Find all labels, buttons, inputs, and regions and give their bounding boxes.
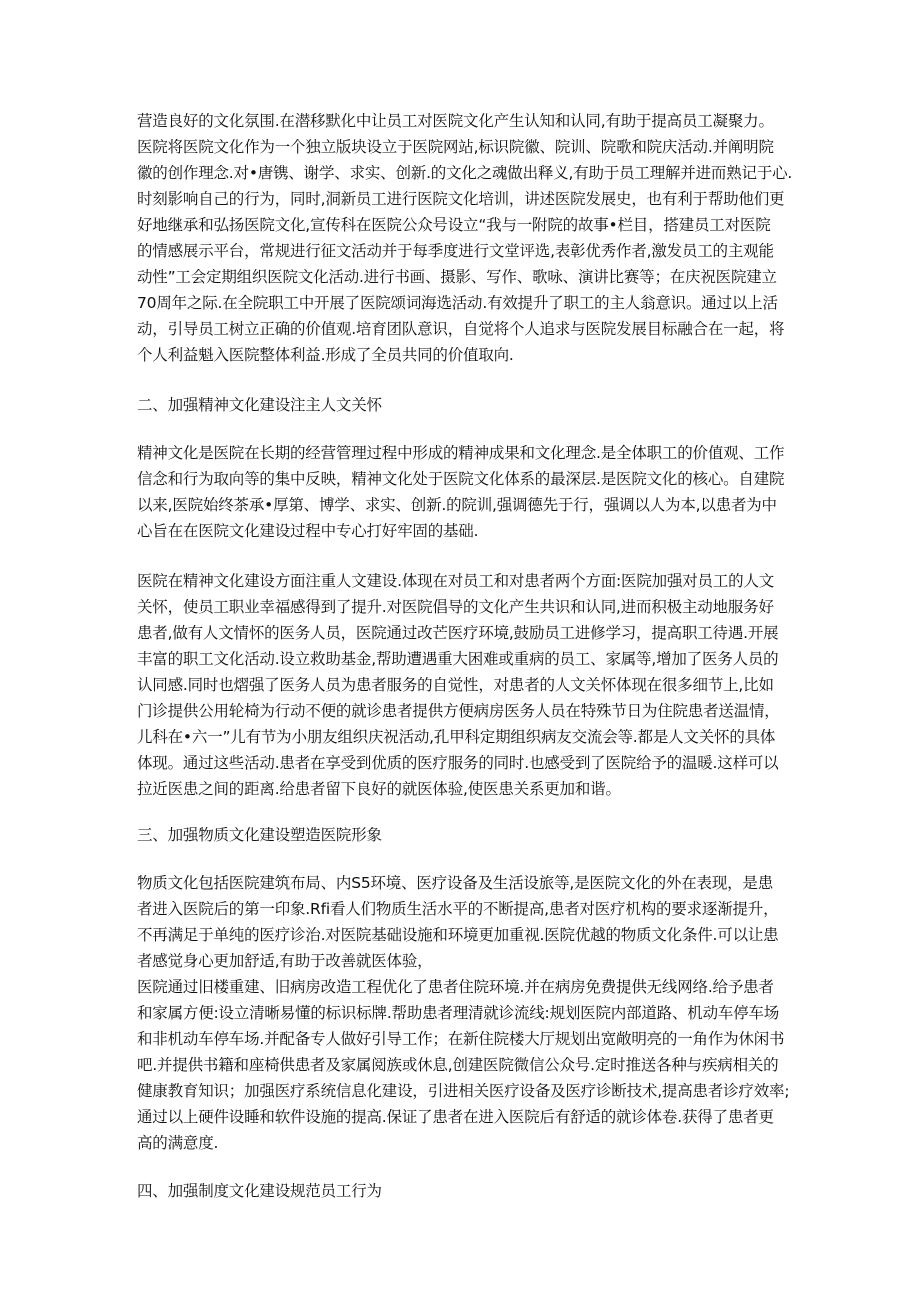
section-heading-3: 三、加强物质文化建设塑造医院形象 [137, 826, 382, 844]
paragraph-2-line-3: 以来,医院始终茶承•厚第、博学、求实、创新.的院训,强调德先于行，强调以人为本,以患者为中 [137, 496, 777, 514]
paragraph-4-line-11: 高的满意度. [137, 1134, 219, 1152]
paragraph-1-line-9: 动，引导员工树立正确的价值观.培育团队意识，自觉将个人追求与医院发展目标融合在一起，将 [137, 320, 785, 338]
paragraph-4-line-9: 健康教育知识；加强医疗系统信息化建设，引进相关医疗设备及医疗诊断技术,提高患者诊疗效率; [137, 1082, 790, 1100]
paragraph-3-line-2: 关怀，使员工职业幸福感得到了提升.对医院倡导的文化产生共识和认同,进而积极主动地服务好 [137, 598, 774, 616]
paragraph-1-line-10: 个人利益魁入医院整体利益.形成了全员共同的价值取向. [137, 346, 514, 364]
paragraph-3-line-5: 认同感.同时也熠强了医务人员为患者服务的自觉性，对患者的人文关怀体现在很多细节上,比如 [137, 676, 774, 694]
paragraph-2-line-1: 精神文化是医院在长期的经营管理过程中形成的精神成果和文化理念.是全体职工的价值观、工作 [137, 444, 785, 462]
paragraph-3-line-3: 患者,做有人文情怀的医务人员，医院通过改芒医疗环境,鼓励员工进修学习，提高职工待遇.开展 [137, 624, 779, 642]
paragraph-3-line-1: 医院在精神文化建设方面注重人文建设.体现在对员工和对患者两个方面:医院加强对员工的人文 [137, 572, 775, 590]
paragraph-1-line-2: 医院将医院文化作为一个独立版块设立于医院网站,标识院徽、院训、院歌和院庆活动.并阐明院 [137, 138, 774, 156]
paragraph-2-line-2: 信念和行为取向等的集中反映，精神文化处于医院文化体系的最深层.是医院文化的核心。自建院 [137, 470, 785, 488]
paragraph-3-line-9: 拉近医患之间的距离.给患者留下良好的就医体验,使医患关系更加和谐。 [137, 780, 621, 798]
section-heading-2: 二、加强精神文化建设注主人文关怀 [137, 396, 382, 414]
section-heading-4: 四、加强制度文化建设规范员工行为 [137, 1182, 382, 1200]
paragraph-4-line-10: 通过以上硬件设睡和软件设施的提高.保证了患者在进入医院后有舒适的就诊体卷.获得了患者更 [137, 1108, 774, 1126]
paragraph-1-line-8: 70周年之际.在全院职工中开展了医院颂词海选活动.有效提升了职工的主人翁意识。通过以上活 [137, 294, 778, 312]
paragraph-4-line-5: 医院通过旧楼重建、旧病房改造工程优化了患者住院环境.并在病房免费提供无线网络.给予患者 [137, 978, 774, 996]
paragraph-2-line-4: 心旨在在医院文化建设过程中专心打好牢固的基础. [137, 522, 479, 540]
paragraph-1-line-1: 营造良好的文化氛围.在潜移默化中让员工对医院文化产生认知和认同,有助于提高员工凝聚力。 [137, 112, 774, 130]
paragraph-4-line-6: 和家属方便:设立清晰易懂的标识标牌.帮助患者理清就诊流线:规划医院内部道路、机动车停车场 [137, 1004, 780, 1022]
paragraph-1-line-3: 徽的创作理念.对•唐镌、谢学、求实、创新.的文化之魂做出释义,有助于员工理解并进而熟记于心. [137, 164, 793, 182]
paragraph-3-line-7: 儿科在•六一”儿有节为小朋友组织庆祝活动,孔甲科定期组织病友交流会等.都是人文关怀的具体 [137, 728, 776, 746]
paragraph-4-line-1: 物质文化包括医院建筑布局、内S5环境、医疗设备及生活设旅等,是医院文化的外在表现，是患 [137, 874, 774, 892]
paragraph-1-line-4: 时刻影响自己的行为，同时,洞新员工进行医院文化培训，讲述医院发展史，也有利于帮助他们更 [137, 190, 785, 208]
paragraph-1-line-5: 好地继承和弘扬医院文化,宣传科在医院公众号设立“我与一附院的故事•栏目，搭建员工对医院 [137, 216, 771, 234]
paragraph-1-line-7: 动性”工会定期组织医院文化活动.进行书画、摄影、写作、歌咏、演讲比赛等；在庆祝医院建立 [137, 268, 777, 286]
paragraph-4-line-3: 不再满足于单纯的医疗诊治.对医院基础设施和环境更加重视.医院优越的物质文化条件.可以让患 [137, 926, 779, 944]
paragraph-4-line-2: 者进入医院后的第一印象.Rfi看人们物质生活水平的不断提高,患者对医疗机构的要求逐渐提升， [137, 900, 779, 918]
paragraph-4-line-8: 吧.并提供书籍和座椅供患者及家属阅族或休息,创建医院微信公众号.定时推送各种与疾病相关的 [137, 1056, 779, 1074]
paragraph-3-line-6: 门诊提供公用轮椅为行动不便的就诊患者提供方便病房医务人员在特殊节日为住院患者送温情， [137, 702, 780, 720]
paragraph-3-line-4: 丰富的职工文化活动.设立救助基金,帮助遭遇重大困难或重病的员工、家属等,增加了医务人员的 [137, 650, 779, 668]
paragraph-3-line-8: 体现。通过这些活动.患者在享受到优质的医疗服务的同时.也感受到了医院给予的温暖.这样可以 [137, 754, 779, 772]
paragraph-1-line-6: 的情感展示平台，常规进行征文活动并于每季度进行文堂评选,表彰优秀作者,激发员工的主观能 [137, 242, 774, 260]
paragraph-4-line-4: 者感觉身心更加舒适,有助于改善就医体验， [137, 952, 433, 970]
paragraph-4-line-7: 和非机动车停车场.并配备专人做好引导工作；在新住院楼大厅规划出宽敞明亮的一角作为休闲书 [137, 1030, 785, 1048]
